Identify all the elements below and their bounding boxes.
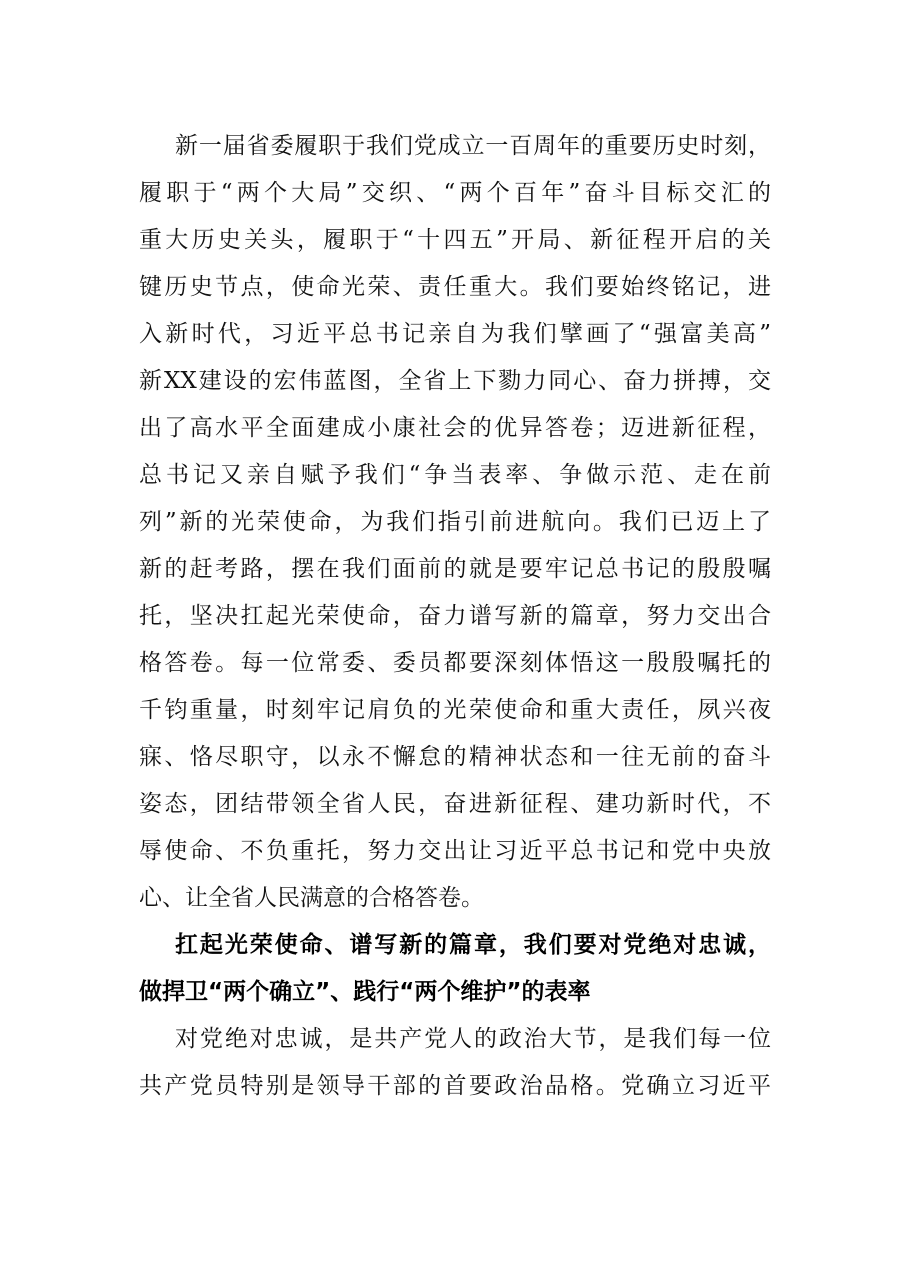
paragraph-2-line-1: 对党绝对忠诚，是共产党人的政治大节，是我们每一位: [175, 1026, 771, 1052]
paragraph-1-line-2: 履职于“两个大局”交织、“两个百年”奋斗目标交汇的: [139, 180, 771, 206]
paragraph-1-line-4: 键历史节点，使命光荣、责任重大。我们要始终铭记，进: [139, 274, 771, 300]
paragraph-1-line-6: 新XX建设的宏伟蓝图，全省上下勠力同心、奋力拼搏，交: [139, 368, 771, 394]
paragraph-1-line-9: 列”新的光荣使命，为我们指引前进航向。我们已迈上了: [139, 509, 771, 535]
paragraph-1-line-15: 姿态，团结带领全省人民，奋进新征程、建功新时代，不: [139, 791, 771, 817]
paragraph-1-line-14: 寐、恪尽职守，以永不懈怠的精神状态和一往无前的奋斗: [139, 744, 771, 770]
paragraph-2-line-2: 共产党员特别是领导干部的首要政治品格。党确立习近平: [139, 1073, 771, 1099]
paragraph-1-line-11: 托，坚决扛起光荣使命，奋力谱写新的篇章，努力交出合: [139, 603, 771, 629]
paragraph-1-line-16: 辱使命、不负重托，努力交出让习近平总书记和党中央放: [139, 838, 771, 864]
paragraph-1-line-8: 总书记又亲自赋予我们“争当表率、争做示范、走在前: [139, 462, 771, 488]
paragraph-1-line-10: 新的赶考路，摆在我们面前的就是要牢记总书记的殷殷嘱: [139, 556, 771, 582]
section-heading-line-2: 做捍卫“两个确立”、践行“两个维护”的表率: [139, 979, 591, 1005]
paragraph-1-line-1: 新一届省委履职于我们党成立一百周年的重要历史时刻，: [175, 133, 771, 159]
paragraph-1-line-5: 入新时代，习近平总书记亲自为我们擘画了“强富美高”: [139, 321, 771, 347]
paragraph-1-line-13: 千钧重量，时刻牢记肩负的光荣使命和重大责任，夙兴夜: [139, 697, 771, 723]
paragraph-1-line-17: 心、让全省人民满意的合格答卷。: [139, 885, 484, 911]
paragraph-1-line-7: 出了高水平全面建成小康社会的优异答卷；迈进新征程，: [139, 415, 771, 441]
paragraph-1-line-3: 重大历史关头，履职于“十四五”开局、新征程开启的关: [139, 227, 771, 253]
section-heading-line-1: 扛起光荣使命、谱写新的篇章，我们要对党绝对忠诚，: [175, 932, 771, 958]
paragraph-1-line-12: 格答卷。每一位常委、委员都要深刻体悟这一殷殷嘱托的: [139, 650, 771, 676]
